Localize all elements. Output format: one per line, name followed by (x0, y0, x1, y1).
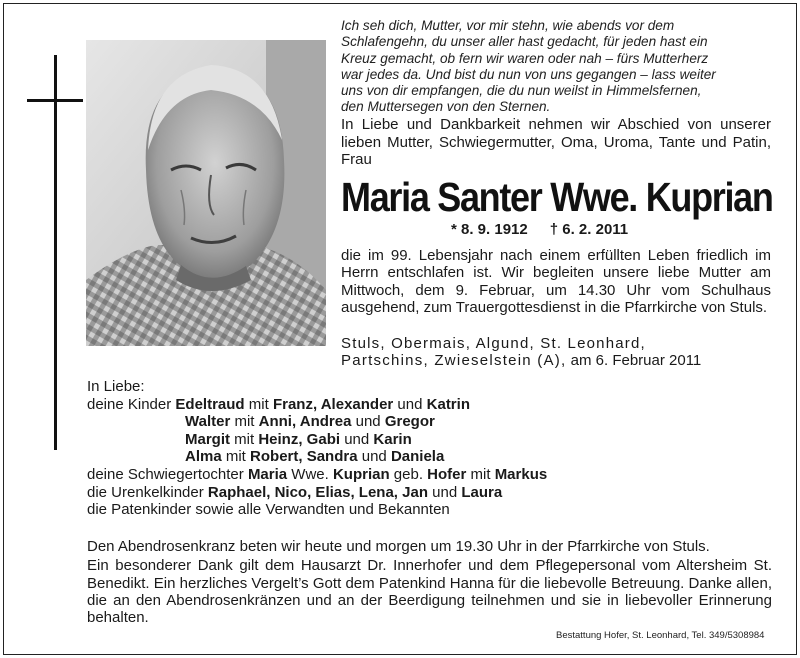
portrait-photo (86, 40, 326, 346)
rosary-paragraph: Den Abendrosenkranz beten wir heute und morgen um 19.30 Uhr in der Pfarrkirche von Stuls. (87, 538, 710, 555)
place-line: Stuls, Obermais, Algund, St. Leonhard, (341, 335, 646, 352)
family-row-urenkel: die Urenkelkinder Raphael, Nico, Elias, Lena, Jan und Laura (87, 483, 503, 501)
place-and-date (341, 335, 771, 370)
notice-date: am 6. Februar 2011 (566, 352, 702, 370)
poem (341, 18, 781, 116)
place-line: Partschins, Zwieselstein (A), (341, 352, 567, 370)
family-row-kind: Alma mit Robert, Sandra und Daniela (185, 448, 445, 466)
family-row-schwiegertochter: deine Schwiegertochter Maria Wwe. Kuprian geb. Hofer mit Markus (87, 465, 548, 483)
deceased-name: Maria Santer Wwe. Kuprian (341, 174, 773, 220)
family-list (87, 378, 787, 519)
family-row-kind: Margit mit Heinz, Gabi und Karin (185, 430, 412, 448)
family-heading: In Liebe: (87, 378, 145, 395)
family-row-paten: die Patenkinder sowie alle Verwandten und Bekannten (87, 501, 450, 519)
poem-line: Ich seh dich, Mutter, vor mir stehn, wie abends vor dem (341, 18, 675, 33)
thanks-paragraph: Ein besonderer Dank gilt dem Hausarzt Dr. Innerhofer und dem Pflegepersonal vom Altersheim St. Benedikt. Ein herzliches Vergelt’s Gott dem Patenkind Hanna für die liebevolle Betreuung. Danke allen, die an den Abendrosenkränzen und an der Beerdigung teilnehmen und sie in liebevoller Erinnerung behalten. (87, 557, 772, 627)
announcement-text: die im 99. Lebensjahr nach einem erfüllten Leben friedlich im Herrn entschlafen ist. Wir begleiten unsere liebe Mutter am Mittwoch, dem 9. Februar, um 14.30 Uhr vom Schulhaus ausgehend, zum Trauergottesdienst in die Pfarrkirche von Stuls. (341, 247, 771, 316)
poem-line: den Muttersegen von den Sternen. (341, 99, 551, 115)
poem-line: uns von dir empfangen, die du nun weilst in Himmelsfernen, (341, 83, 702, 99)
life-dates (451, 221, 650, 238)
funeral-home-credit: Bestattung Hofer, St. Leonhard, Tel. 349/5308984 (556, 630, 765, 641)
death-date: † 6. 2. 2011 (549, 221, 629, 238)
poem-line: Schlafengehn, du unser aller hast gedacht, für jeden hast ein (341, 34, 708, 50)
family-row-kinder: deine Kinder Edeltraud mit Franz, Alexander und Katrin (87, 395, 470, 413)
family-row-kind: Walter mit Anni, Andrea und Gregor (185, 413, 435, 431)
poem-line: war jedes da. Und bist du nun von uns gegangen – lass weiter (341, 66, 716, 82)
birth-date: * 8. 9. 1912 (451, 221, 528, 238)
closing-text (87, 538, 772, 628)
intro-text: In Liebe und Dankbarkeit nehmen wir Abschied von unserer lieben Mutter, Schwiegermutter, Oma, Uroma, Tante und Patin, Frau (341, 116, 771, 168)
poem-line: Kreuz gemacht, ob fern wir waren oder nah – fürs Mutterherz (341, 50, 709, 66)
